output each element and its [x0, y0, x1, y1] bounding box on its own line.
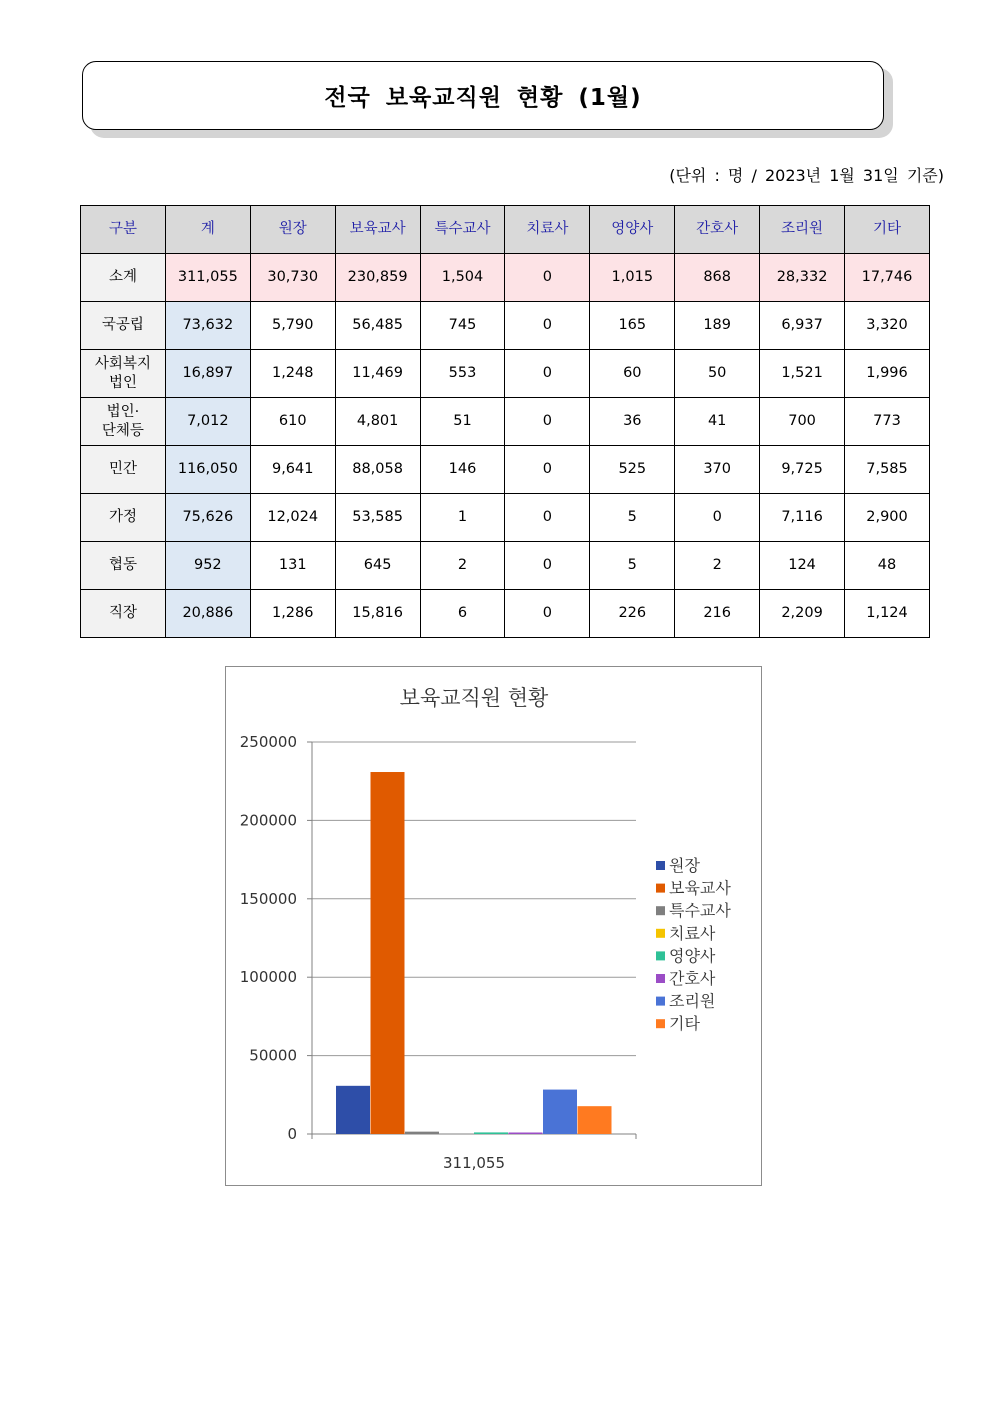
chart-frame — [225, 666, 762, 1186]
legend-swatch — [656, 906, 665, 915]
table-cell: 0 — [675, 494, 760, 542]
table-cell: 30,730 — [250, 254, 335, 302]
table-cell: 146 — [420, 446, 505, 494]
chart-title: 보육교직원 현황 — [399, 686, 549, 710]
y-tick-label: 250000 — [239, 733, 297, 751]
table-cell: 1,248 — [250, 350, 335, 398]
table-cell: 1,521 — [760, 350, 845, 398]
column-header: 치료사 — [505, 206, 590, 254]
table-cell: 773 — [845, 398, 930, 446]
table-cell: 124 — [760, 542, 845, 590]
table-cell: 1,015 — [590, 254, 675, 302]
table-cell: 4,801 — [335, 398, 420, 446]
bar-6 — [509, 1133, 543, 1135]
column-header: 원장 — [250, 206, 335, 254]
table-cell: 60 — [590, 350, 675, 398]
table-cell: 50 — [675, 350, 760, 398]
legend-swatch — [656, 861, 665, 870]
table-cell: 6 — [420, 590, 505, 638]
table-row — [81, 494, 930, 542]
legend-label: 조리원 — [669, 991, 716, 1011]
total-cell: 952 — [165, 542, 250, 590]
row-label-line: 국공립 — [101, 317, 144, 333]
table-cell: 0 — [505, 494, 590, 542]
legend-swatch — [656, 884, 665, 893]
table-cell: 53,585 — [335, 494, 420, 542]
column-header: 특수교사 — [420, 206, 505, 254]
row-label-line: 소계 — [108, 269, 137, 285]
table-cell: 868 — [675, 254, 760, 302]
table-row — [81, 350, 930, 398]
table-cell: 12,024 — [250, 494, 335, 542]
table-cell: 0 — [505, 254, 590, 302]
table-cell: 7,585 — [845, 446, 930, 494]
table-cell: 0 — [505, 590, 590, 638]
legend-swatch — [656, 951, 665, 960]
bar-chart — [226, 667, 763, 1187]
bar-1 — [336, 1086, 370, 1134]
total-cell: 311,055 — [165, 254, 250, 302]
table-cell: 17,746 — [845, 254, 930, 302]
table-cell: 6,937 — [760, 302, 845, 350]
table-cell: 189 — [675, 302, 760, 350]
y-tick-label: 50000 — [249, 1046, 297, 1065]
table-cell: 5 — [590, 494, 675, 542]
row-label-line: 협동 — [108, 557, 137, 573]
total-cell: 16,897 — [165, 350, 250, 398]
table-cell: 9,725 — [760, 446, 845, 494]
table-cell: 0 — [505, 350, 590, 398]
table-cell: 7,116 — [760, 494, 845, 542]
table-cell: 553 — [420, 350, 505, 398]
total-cell: 20,886 — [165, 590, 250, 638]
table-cell: 165 — [590, 302, 675, 350]
total-cell: 73,632 — [165, 302, 250, 350]
y-tick-label: 100000 — [239, 968, 297, 987]
table-cell: 48 — [845, 542, 930, 590]
table-row — [81, 302, 930, 350]
row-label-line: 직장 — [108, 605, 137, 621]
legend-swatch — [656, 929, 665, 938]
bar-7 — [543, 1090, 577, 1134]
table-cell: 0 — [505, 542, 590, 590]
table-cell: 1 — [420, 494, 505, 542]
row-label — [81, 494, 166, 542]
page-title: 전국 보육교직원 현황 (1월) — [324, 85, 642, 111]
legend-label: 보육교사 — [669, 878, 731, 898]
total-cell: 75,626 — [165, 494, 250, 542]
table-cell: 5,790 — [250, 302, 335, 350]
table-cell: 525 — [590, 446, 675, 494]
column-header: 영양사 — [590, 206, 675, 254]
table-cell: 5 — [590, 542, 675, 590]
table-row — [81, 590, 930, 638]
table-cell: 15,816 — [335, 590, 420, 638]
table-row — [81, 398, 930, 446]
table-cell: 0 — [505, 302, 590, 350]
table-cell: 9,641 — [250, 446, 335, 494]
y-tick-label: 200000 — [239, 811, 297, 830]
column-header: 구분 — [81, 206, 166, 254]
total-cell: 7,012 — [165, 398, 250, 446]
column-header: 계 — [165, 206, 250, 254]
legend-swatch — [656, 1019, 665, 1028]
table-cell: 88,058 — [335, 446, 420, 494]
unit-note: (단위 : 명 / 2023년 1월 31일 기준) — [669, 166, 944, 185]
y-tick-label: 150000 — [239, 889, 297, 908]
row-label — [81, 590, 166, 638]
legend-label: 원장 — [669, 856, 700, 875]
table-cell: 2 — [675, 542, 760, 590]
column-header: 기타 — [845, 206, 930, 254]
table-cell: 216 — [675, 590, 760, 638]
table-cell: 645 — [335, 542, 420, 590]
table-cell: 226 — [590, 590, 675, 638]
table-cell: 51 — [420, 398, 505, 446]
table-cell: 700 — [760, 398, 845, 446]
table-cell: 11,469 — [335, 350, 420, 398]
legend-label: 치료사 — [669, 923, 716, 943]
bar-5 — [474, 1132, 508, 1134]
total-cell: 116,050 — [165, 446, 250, 494]
legend-label: 기타 — [669, 1014, 700, 1034]
table-header-row — [81, 206, 930, 254]
table-cell: 3,320 — [845, 302, 930, 350]
row-label — [81, 254, 166, 302]
row-label-line: 사회복지 — [94, 355, 151, 372]
legend-swatch — [656, 997, 665, 1006]
table-cell: 1,504 — [420, 254, 505, 302]
table-cell: 36 — [590, 398, 675, 446]
table-cell: 1,286 — [250, 590, 335, 638]
legend-swatch — [656, 974, 665, 983]
table-cell: 1,124 — [845, 590, 930, 638]
table-cell: 1,996 — [845, 350, 930, 398]
row-label — [81, 350, 166, 398]
legend-label: 특수교사 — [669, 901, 731, 921]
staff-table — [80, 205, 930, 638]
row-label — [81, 542, 166, 590]
table-cell: 131 — [250, 542, 335, 590]
bar-3 — [405, 1132, 439, 1134]
table-body — [81, 254, 930, 638]
legend-label: 간호사 — [669, 969, 716, 988]
table-cell: 745 — [420, 302, 505, 350]
table-row — [81, 542, 930, 590]
table-cell: 230,859 — [335, 254, 420, 302]
row-label-line: 민간 — [108, 461, 137, 477]
table-cell: 0 — [505, 446, 590, 494]
row-label — [81, 398, 166, 446]
table-cell: 370 — [675, 446, 760, 494]
column-header: 조리원 — [760, 206, 845, 254]
row-label — [81, 446, 166, 494]
table-cell: 0 — [505, 398, 590, 446]
table-cell: 56,485 — [335, 302, 420, 350]
table-cell: 2 — [420, 542, 505, 590]
column-header: 간호사 — [675, 206, 760, 254]
bar-8 — [578, 1106, 612, 1134]
table-cell: 610 — [250, 398, 335, 446]
table-row — [81, 446, 930, 494]
table-cell: 28,332 — [760, 254, 845, 302]
title-box — [82, 61, 884, 130]
row-label-line: 단체등 — [101, 422, 144, 439]
table-cell: 2,900 — [845, 494, 930, 542]
table-row — [81, 254, 930, 302]
y-tick-label: 0 — [287, 1125, 297, 1143]
row-label-line: 법인· — [106, 403, 140, 420]
row-label-line: 법인 — [108, 374, 137, 391]
row-label-line: 가정 — [108, 509, 137, 525]
x-category-label: 311,055 — [442, 1154, 506, 1172]
legend-label: 영양사 — [669, 946, 716, 966]
column-header: 보육교사 — [335, 206, 420, 254]
bar-2 — [371, 772, 405, 1134]
table-cell: 2,209 — [760, 590, 845, 638]
table-cell: 41 — [675, 398, 760, 446]
row-label — [81, 302, 166, 350]
